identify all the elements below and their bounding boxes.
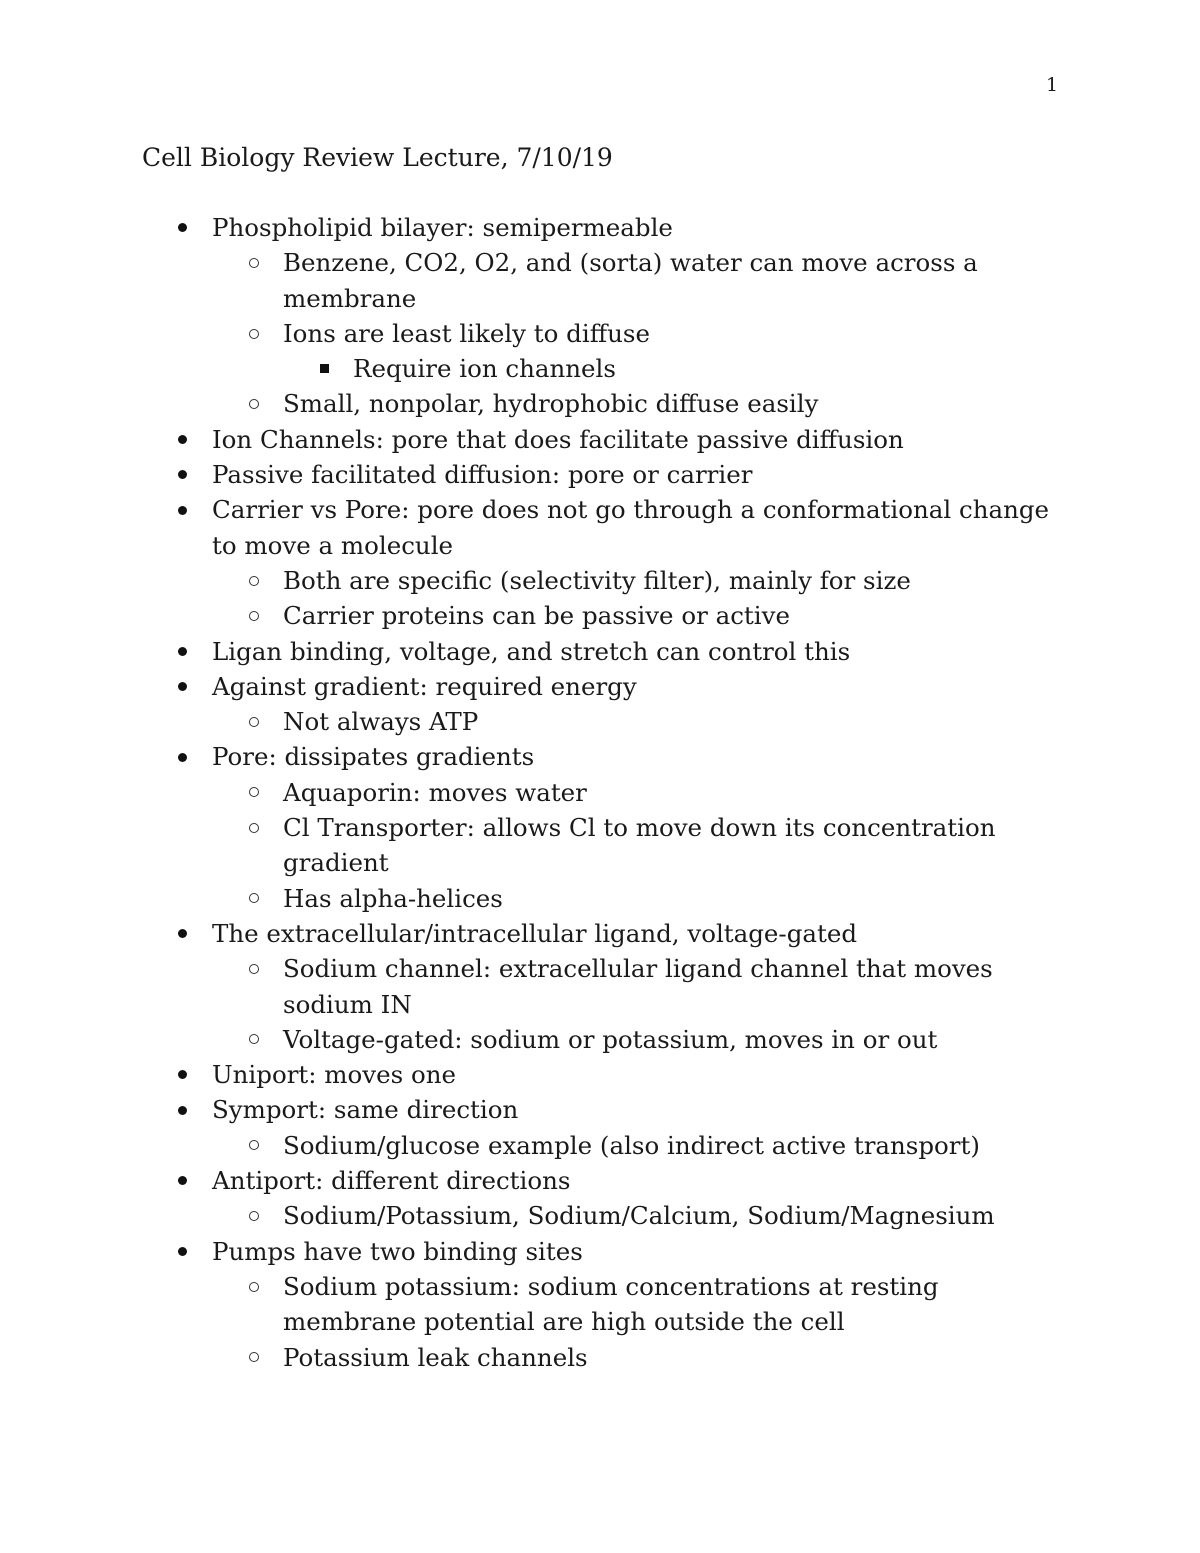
filled-circle-bullet-icon — [172, 422, 192, 457]
list-item-text: Passive facilitated diffusion: pore or carrier — [212, 460, 753, 490]
list-item-text: The extracellular/intracellular ligand, voltage-gated — [212, 918, 858, 948]
list-item-level-2 — [142, 1269, 1062, 1340]
list-item-level-2 — [142, 1022, 1062, 1057]
list-item-text: Has alpha-helices — [283, 883, 503, 913]
list-item-text: Benzene, CO2, O2, and (sorta) water can move across a membrane — [283, 248, 978, 313]
list-item-level-2 — [142, 704, 1062, 739]
hollow-circle-bullet-icon — [244, 881, 264, 916]
list-item-level-2 — [142, 951, 1062, 1022]
hollow-circle-bullet-icon — [244, 1340, 264, 1375]
list-item-text: Pore: dissipates gradients — [212, 742, 535, 772]
list-item-text: Pumps have two binding sites — [212, 1236, 583, 1266]
list-item-level-2 — [142, 598, 1062, 633]
hollow-circle-bullet-icon — [244, 245, 264, 280]
list-item-level-2 — [142, 1128, 1062, 1163]
list-item-level-2 — [142, 775, 1062, 810]
hollow-circle-bullet-icon — [244, 563, 264, 598]
square-bullet-icon — [314, 351, 334, 386]
page-number: 1 — [1046, 74, 1059, 96]
hollow-circle-bullet-icon — [244, 951, 264, 986]
list-item-level-2 — [142, 881, 1062, 916]
list-item-level-2 — [142, 245, 1062, 316]
hollow-circle-bullet-icon — [244, 598, 264, 633]
list-item-text: Ions are least likely to diffuse — [283, 318, 650, 348]
list-item-level-1 — [142, 634, 1062, 669]
list-item-text: Not always ATP — [283, 707, 479, 737]
list-item-level-1 — [142, 422, 1062, 457]
filled-circle-bullet-icon — [172, 634, 192, 669]
hollow-circle-bullet-icon — [244, 1269, 264, 1304]
list-item-text: Sodium potassium: sodium concentrations at resting membrane potential are high outside the cell — [283, 1271, 939, 1337]
list-item-text: Require ion channels — [353, 354, 616, 384]
list-item-level-2 — [142, 386, 1062, 421]
list-item-level-1 — [142, 916, 1062, 951]
list-item-level-2 — [142, 810, 1062, 881]
list-item-level-3 — [142, 351, 1062, 386]
list-item-level-1 — [142, 457, 1062, 492]
list-item-level-1 — [142, 1234, 1062, 1269]
list-item-level-2 — [142, 316, 1062, 351]
list-item-text: Sodium/Potassium, Sodium/Calcium, Sodium/Magnesium — [283, 1201, 995, 1231]
filled-circle-bullet-icon — [172, 1234, 192, 1269]
hollow-circle-bullet-icon — [244, 386, 264, 421]
list-item-level-2 — [142, 1340, 1062, 1375]
list-item-text: Voltage-gated: sodium or potassium, moves in or out — [283, 1024, 938, 1054]
list-item-text: Cl Transporter: allows Cl to move down its concentration gradient — [283, 813, 996, 878]
list-item-text: Ligan binding, voltage, and stretch can control this — [212, 636, 851, 666]
filled-circle-bullet-icon — [172, 1057, 192, 1092]
filled-circle-bullet-icon — [172, 916, 192, 951]
list-item-level-2 — [142, 1198, 1062, 1233]
filled-circle-bullet-icon — [172, 492, 192, 527]
list-item-text: Small, nonpolar, hydrophobic diffuse easily — [283, 389, 819, 419]
list-item-level-1 — [142, 492, 1062, 563]
filled-circle-bullet-icon — [172, 1092, 192, 1127]
hollow-circle-bullet-icon — [244, 1022, 264, 1057]
list-item-level-1 — [142, 1163, 1062, 1198]
list-item-text: Sodium/glucose example (also indirect active transport) — [283, 1130, 980, 1160]
filled-circle-bullet-icon — [172, 1163, 192, 1198]
list-item-level-1 — [142, 669, 1062, 704]
hollow-circle-bullet-icon — [244, 316, 264, 351]
list-item-text: Ion Channels: pore that does facilitate passive diffusion — [212, 424, 904, 454]
filled-circle-bullet-icon — [172, 669, 192, 704]
list-item-level-1 — [142, 1092, 1062, 1127]
list-item-text: Uniport: moves one — [212, 1060, 457, 1090]
list-item-text: Symport: same direction — [212, 1095, 519, 1125]
filled-circle-bullet-icon — [172, 210, 192, 245]
list-item-text: Antiport: different directions — [212, 1166, 571, 1196]
list-item-text: Carrier proteins can be passive or active — [283, 601, 790, 631]
list-item-text: Carrier vs Pore: pore does not go through a conformational change to move a molecule — [212, 495, 1050, 560]
hollow-circle-bullet-icon — [244, 810, 264, 845]
list-item-level-2 — [142, 563, 1062, 598]
document-title: Cell Biology Review Lecture, 7/10/19 — [142, 143, 613, 172]
list-item-text: Sodium channel: extracellular ligand channel that moves sodium IN — [283, 954, 993, 1019]
list-item-text: Against gradient: required energy — [212, 671, 637, 701]
hollow-circle-bullet-icon — [244, 1128, 264, 1163]
hollow-circle-bullet-icon — [244, 1198, 264, 1233]
list-item-text: Potassium leak channels — [283, 1342, 588, 1372]
list-item-level-1 — [142, 210, 1062, 245]
list-item-text: Aquaporin: moves water — [283, 777, 587, 807]
list-item-text: Phospholipid bilayer: semipermeable — [212, 213, 673, 242]
hollow-circle-bullet-icon — [244, 775, 264, 810]
list-item-level-1 — [142, 1057, 1062, 1092]
bullet-list — [142, 210, 1062, 1375]
hollow-circle-bullet-icon — [244, 704, 264, 739]
filled-circle-bullet-icon — [172, 739, 192, 774]
filled-circle-bullet-icon — [172, 457, 192, 492]
list-item-text: Both are specific (selectivity filter), mainly for size — [283, 565, 911, 595]
list-item-level-1 — [142, 739, 1062, 774]
